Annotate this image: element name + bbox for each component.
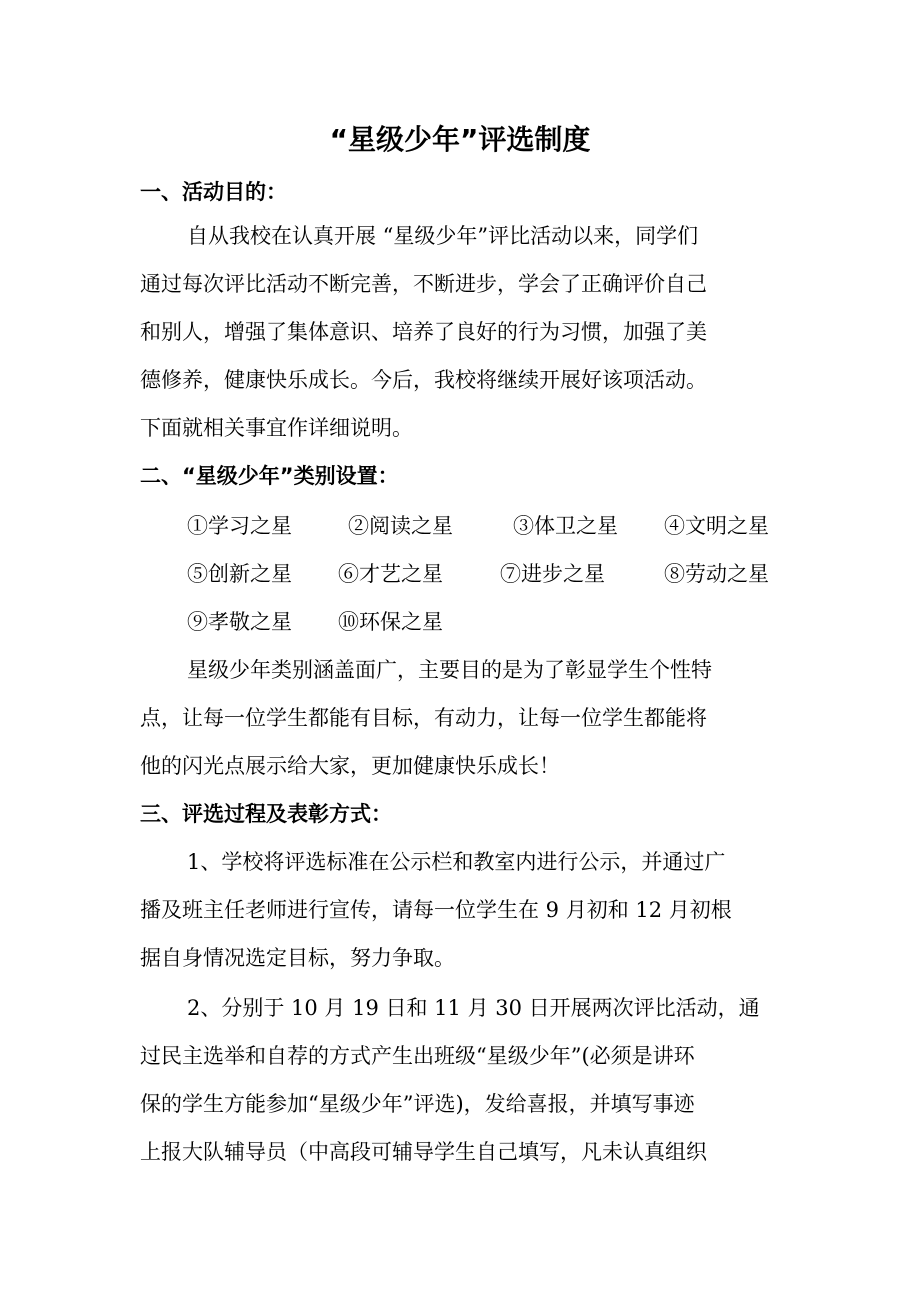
paragraph-line: 自从我校在认真开展 “星级少年”评比活动以来，同学们 xyxy=(187,224,699,248)
star-category: ⑧劳动之星 xyxy=(664,562,769,586)
star-category: ⑥才艺之星 xyxy=(338,562,443,586)
star-category: ⑨孝敬之星 xyxy=(187,610,292,634)
document-title: “星级少年”评选制度 xyxy=(329,123,591,156)
star-category: ②阅读之星 xyxy=(348,514,453,538)
paragraph-line: 点，让每一位学生都能有目标，有动力，让每一位学生都能将 xyxy=(140,706,707,730)
paragraph-line: 他的闪光点展示给大家，更加健康快乐成长！ xyxy=(140,754,560,778)
paragraph-line: 下面就相关事宜作详细说明。 xyxy=(140,416,413,440)
paragraph-line: 德修养，健康快乐成长。今后，我校将继续开展好该项活动。 xyxy=(140,368,707,392)
section-heading-categories: 二、“星级少年”类别设置： xyxy=(140,464,399,488)
paragraph-line: 播及班主任老师进行宣传，请每一位学生在 9 月初和 12 月初根 xyxy=(140,898,732,922)
star-category: ⑩环保之星 xyxy=(338,610,443,634)
paragraph-line: 过民主选举和自荐的方式产生出班级“星级少年”(必须是讲环 xyxy=(140,1044,695,1068)
paragraph-line: 据自身情况选定目标，努力争取。 xyxy=(140,946,455,970)
section-heading-purpose: 一、活动目的： xyxy=(140,180,287,204)
paragraph-line: 保的学生方能参加“星级少年”评选)，发给喜报，并填写事迹 xyxy=(140,1092,695,1116)
star-category: ①学习之星 xyxy=(187,514,292,538)
paragraph-line: 上报大队辅导员（中高段可辅导学生自己填写，凡未认真组织 xyxy=(140,1140,707,1164)
paragraph-line: 2、分别于 10 月 19 日和 11 月 30 日开展两次评比活动，通 xyxy=(187,996,760,1020)
paragraph-line: 星级少年类别涵盖面广，主要目的是为了彰显学生个性特 xyxy=(187,658,712,682)
star-category: ⑦进步之星 xyxy=(500,562,605,586)
paragraph-line: 和别人，增强了集体意识、培养了良好的行为习惯，加强了美 xyxy=(140,320,707,344)
star-category: ③体卫之星 xyxy=(513,514,618,538)
star-category: ⑤创新之星 xyxy=(187,562,292,586)
paragraph-line: 通过每次评比活动不断完善，不断进步，学会了正确评价自己 xyxy=(140,272,707,296)
paragraph-line: 1、学校将评选标准在公示栏和教室内进行公示，并通过广 xyxy=(187,850,726,874)
section-heading-process: 三、评选过程及表彰方式： xyxy=(140,802,392,826)
star-category: ④文明之星 xyxy=(664,514,769,538)
